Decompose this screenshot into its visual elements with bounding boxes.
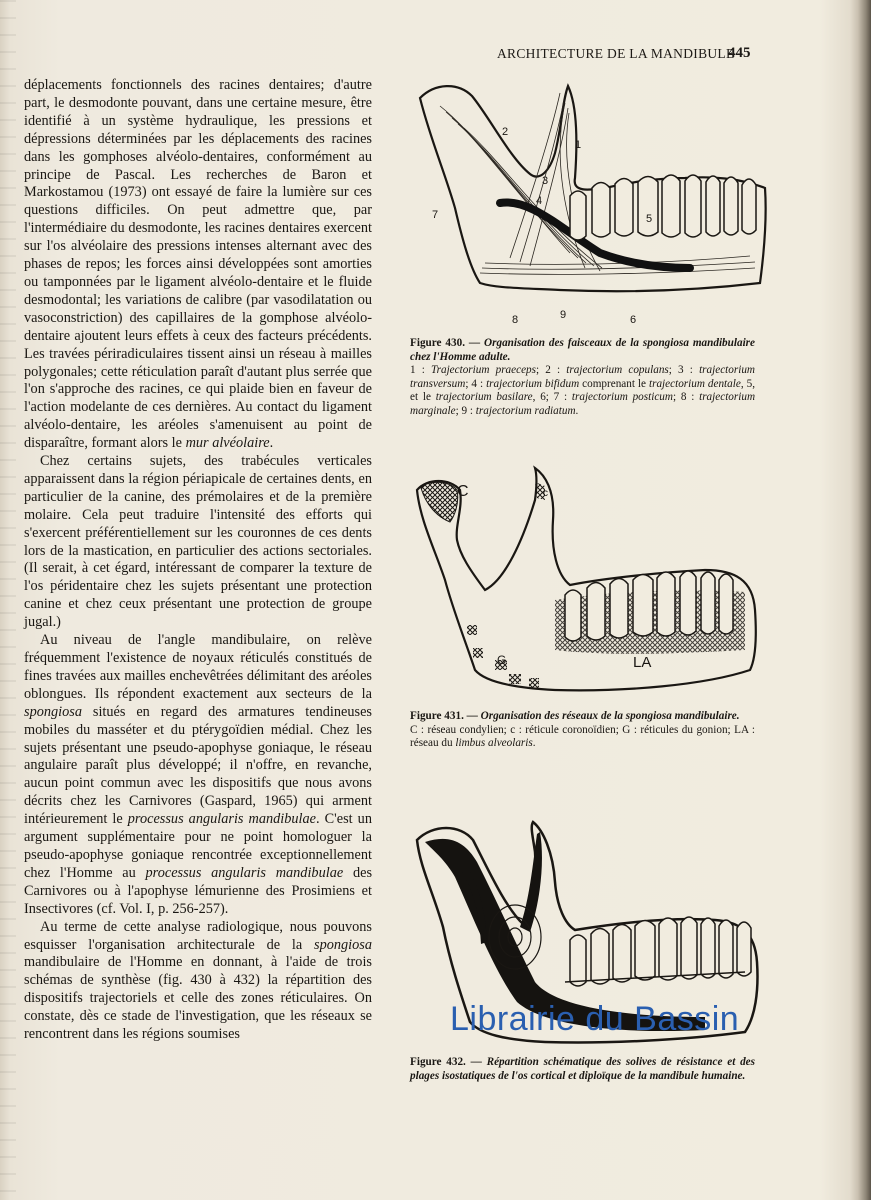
fig430-legend: 1 : Trajectorium praeceps; 2 : trajectorium copulans; 3 : trajectorium transversum; 4 : trajectorium bifidum comprenant le trajectorium dentale, 5, et le trajectorium basilare, 6; 7 : trajectorium posticum; 8 : trajectorium marginale; 9 : trajectorium radiatum. <box>410 364 756 417</box>
label-6: 6 <box>630 314 637 326</box>
figure-431-drawing <box>405 460 775 700</box>
term-processus-2: processus angularis mandibulae <box>145 864 344 881</box>
teeth-row <box>570 175 756 240</box>
solive-coronoide <box>520 832 542 932</box>
p4-text-a: Au terme de cette analyse radiologique, nous pouvons esquisser l'organisation architecturale de la <box>24 918 372 953</box>
label-4: 4 <box>536 195 543 207</box>
running-header: ARCHITECTURE DE LA MANDIBULE <box>497 46 735 61</box>
fig431-legend-end: . <box>532 737 536 750</box>
label-7: 7 <box>432 209 439 221</box>
label-1: 1 <box>575 139 582 151</box>
figure-430-caption <box>410 337 755 419</box>
paragraph-1-text: déplacements fonctionnels des racines dentaires; d'autre part, le desmodonte pouvant, dans une certaine mesure, être identifié à un système hydraulique, les pressions et dépressions déterminées par les déplacements des racines dans les gomphoses alvéolo-dentaires, conformément au principe de Pascal. Les recherches de Baron et Markostamou (1973) ont essayé de faire la lumière sur ces questions difficiles. On peut admettre que, par l'intermédiaire du desmodonte, les racines dentaires exercent sur l'os alvéolaire des pressions intenses alternant avec des phases de repos; les forces ainsi développées sont amorties ou tamponnées par le ligament alvéolo-dentaire et le fluide desmodontal; les variations de calibre (par vasodilatation ou vasoconstriction) des capillaires de la gomphose alvéolo-dentaire ajoutent leurs effets à ceux des facteurs précédents. Les travées périradiculaires tissent ainsi un réseau à mailles polygonales; cette réticulation paraît d'autant plus serrée que l'on s'approche des racines, ce qui plaide bien en faveur de l'action modelante de ces dernières. Au contact du ligament alvéolo-dentaire, les aréoles s'amenuisent au point de disparaître, formant alors le <box>24 77 372 452</box>
p3-text-c: . C'est un argument supplémentaire pour ne point homologuer la pseudo-apophyse goniaque rencontrée exceptionnellement chez l'Homme au <box>24 811 372 881</box>
paragraph-3 <box>24 632 372 919</box>
label-8: 8 <box>512 314 519 326</box>
label-G: G <box>497 653 507 667</box>
figure-432-caption <box>410 1056 755 1083</box>
label-c: c <box>543 488 548 499</box>
term-spongiosa: spongiosa <box>24 703 82 720</box>
fig431-legend-italic: limbus alveolaris <box>455 737 533 750</box>
label-LA: LA <box>633 654 652 671</box>
fig431-title: Organisation des réseaux de la spongiosa mandibulaire. <box>480 710 740 722</box>
paragraph-4 <box>24 919 372 1044</box>
punct: . <box>269 435 274 452</box>
term-spongiosa-2: spongiosa <box>314 936 372 953</box>
label-3: 3 <box>542 175 549 187</box>
text-column <box>24 77 372 1044</box>
fig430-number: Figure 430. — <box>410 337 481 349</box>
previous-page-edge <box>0 0 16 1200</box>
term-processus: processus angularis mandibulae <box>127 811 317 828</box>
label-5: 5 <box>646 213 653 225</box>
fig431-legend: C : réseau condylien; c : réticule coronoïdien; G : réticules du gonion; LA : réseau du <box>410 723 755 750</box>
watermark-text: Librairie du Bassin <box>450 1000 740 1038</box>
label-9: 9 <box>560 309 567 321</box>
figure-430-drawing <box>410 78 780 328</box>
paragraph-1 <box>24 77 372 453</box>
p4-text-b: mandibulaire de l'Homme en donnant, à l'aide de trois schémas de synthèse (fig. 430 à 432) la répartition des dispositifs trajectoriels et celle des zones réticulaires. On constate, dès ce stade de l'investigation, que les réseaux se rencontrent dans les régions soumises <box>24 954 372 1043</box>
label-2: 2 <box>502 126 509 138</box>
fig430-title: Organisation des faisceaux de la spongiosa mandibulaire chez l'Homme adulte. <box>410 337 755 363</box>
fig432-number: Figure 432. — <box>410 1056 482 1068</box>
paragraph-2: Chez certains sujets, des trabécules verticales apparaissent dans la région périapicale de certaines dents, en particulier de la canine, des prémolaires et de la première molaire. Cela peut traduire l'intensité des efforts qui s'exercent préférentiellement sur les couronnes de ces dents lors de la mastication, en particulier des actions sectoriales. (Il serait, à cet égard, intéressant de comparer la texture de l'os péridentaire chez les sujets présentant une protection canine et chez ceux présentant une protection de groupe jugal.) <box>24 453 372 631</box>
fig431-number: Figure 431. — <box>410 710 478 722</box>
p3-text-d: des Carnivores ou à l'apophyse lémurienne des Prosimiens et Insectivores (cf. Vol. I, p. 256-257). <box>24 864 373 917</box>
fig432-title: Répartition schématique des solives de résistance et des plages isostatiques de l'os cortical et diploïque de la mandibule humaine. <box>410 1056 755 1082</box>
p3-text-a: Au niveau de l'angle mandibulaire, on relève fréquemment l'existence de noyaux réticulés constitués de fines travées aux mailles enchevêtrées délimitant des aréoles oblongues. Ils répondent exactement aux secteurs de la <box>24 632 372 702</box>
term-mur-alveolaire: mur alvéolaire <box>185 435 270 452</box>
reseau-condylien <box>421 482 458 522</box>
label-C: C <box>457 483 469 500</box>
figure-431-caption <box>410 710 755 751</box>
page-number: 445 <box>728 45 751 61</box>
p3-text-b: situés en regard des armatures tendineuses mobiles du masséter et du ptérygoïdien médial. Chez les sujets présentant une pseudo-apophyse goniaque, le réseau angulaire paraît plus développé; il n'offre, en revanche, aucun point commun avec les dispositifs que nous avons décrits chez les Carnivores (Gaspard, 1965) qui arment intérieurement le <box>24 703 372 828</box>
